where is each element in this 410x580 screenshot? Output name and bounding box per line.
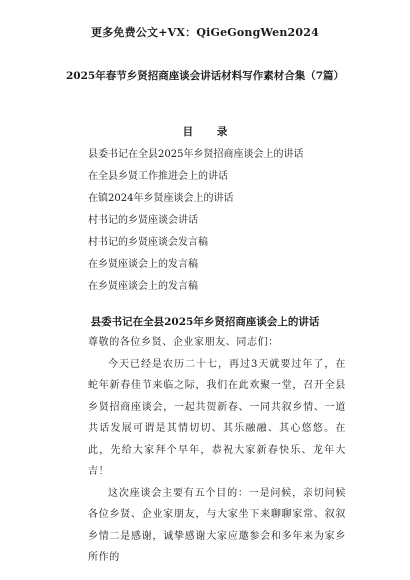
toc-item[interactable]: 在乡贤座谈会上的发言稿 (88, 259, 198, 270)
toc-item[interactable]: 县委书记在全县2025年乡贤招商座谈会上的讲话 (88, 149, 304, 160)
toc-item[interactable]: 在乡贤座谈会上的发言稿 (88, 281, 198, 292)
body-paragraph: 这次座谈会主要有五个目的：一是问候，亲切问候各位乡贤、企业家朋友，与大家坐下来聊聊家常、叙叙乡情二是感谢，诚挚感谢大家应邀参会和多年来为家乡所作的 (88, 487, 346, 563)
section-title: 县委书记在全县2025年乡贤招商座谈会上的讲话 (90, 316, 320, 328)
promo-header: 更多免费公文+VX：QiGeGongWen2024 (91, 26, 319, 39)
toc-item[interactable]: 在镇2024年乡贤座谈会上的讲话 (88, 193, 234, 204)
table-of-contents (88, 144, 303, 298)
document-title: 2025年春节乡贤招商座谈会讲话材料写作素材合集（7篇） (65, 70, 345, 82)
toc-item[interactable]: 在全县乡贤工作推进会上的讲话 (88, 171, 228, 182)
body-paragraph: 今天已经是农历二十七，再过3天就要过年了，在蛇年新春佳节来临之际，我们在此欢聚一堂，召开全县乡贤招商座谈会，一起共贺新春、一同共叙乡情、一道共话发展可谓是其情切切、其乐融融、其心悠悠。在此，先给大家拜个早年，恭祝大家新春快乐、龙年大吉！ (88, 358, 346, 477)
toc-heading: 目 录 (182, 126, 238, 138)
toc-item[interactable]: 村书记的乡贤座谈会讲话 (88, 215, 198, 226)
toc-item[interactable]: 村书记的乡贤座谈会发言稿 (88, 237, 208, 248)
section-body (88, 332, 346, 569)
salutation: 尊敬的各位乡贤、企业家朋友、同志们： (88, 337, 279, 348)
